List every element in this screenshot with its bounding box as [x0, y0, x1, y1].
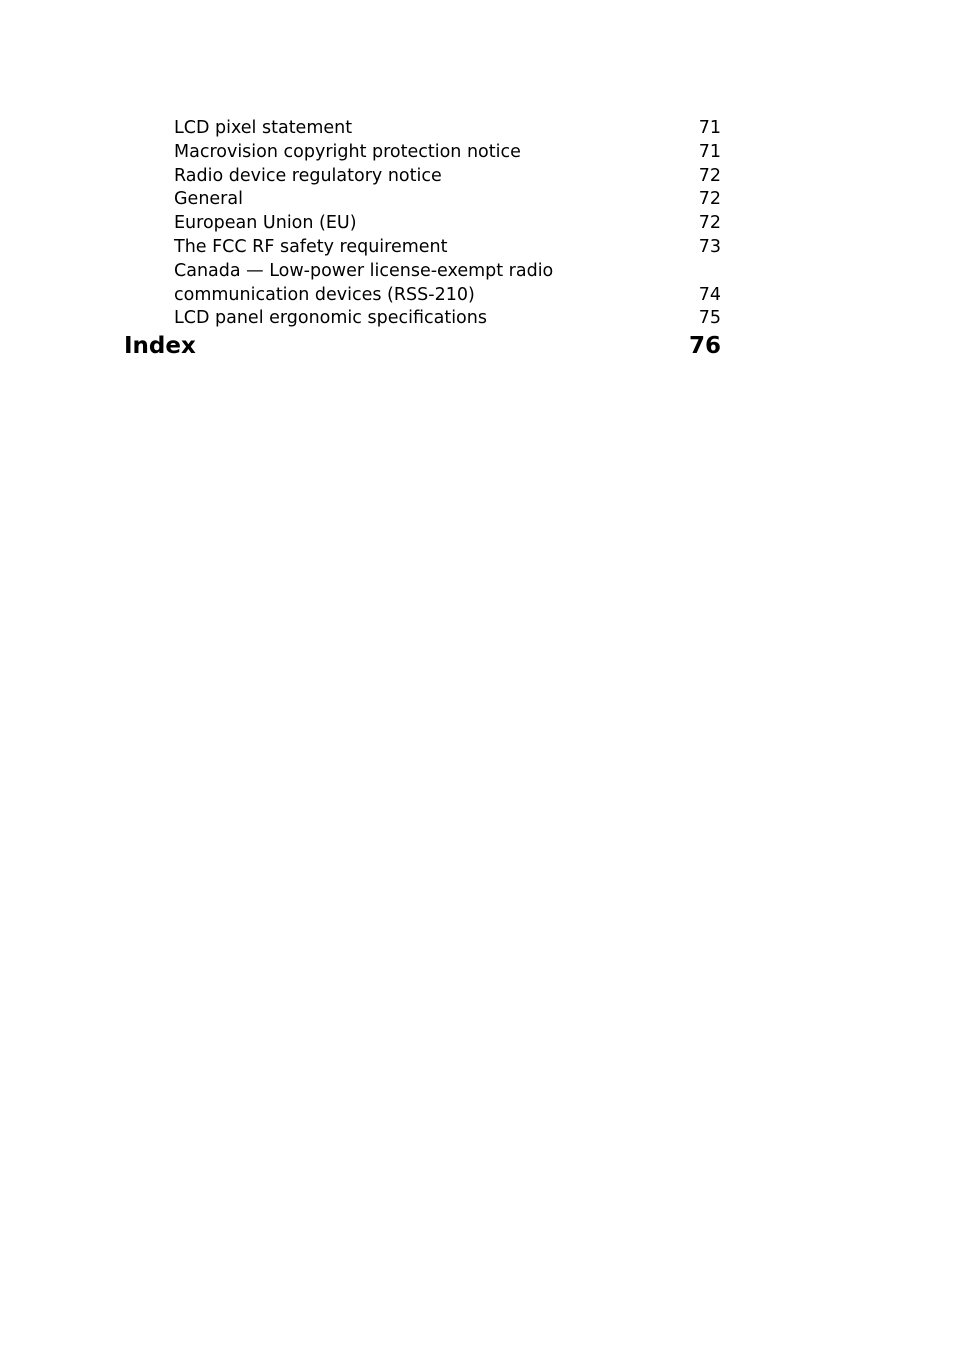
- toc-entry-title: European Union (EU): [174, 213, 357, 234]
- toc-entry-page: 71: [698, 141, 721, 162]
- toc-entry-macrovision[interactable]: [0, 141, 954, 165]
- toc-entry-page: 71: [698, 118, 721, 138]
- toc-entry-lcd-pixel-statement[interactable]: [0, 117, 954, 141]
- toc-entry-page: 72: [698, 165, 721, 186]
- toc-chapter-title: Index: [124, 333, 196, 360]
- toc-entry-radio-device[interactable]: [0, 165, 954, 189]
- toc-entry-fcc-rf-safety[interactable]: [0, 236, 954, 260]
- toc-entry-european-union[interactable]: [0, 212, 954, 236]
- toc-entry-canada-rss-210[interactable]: [0, 260, 954, 308]
- toc-entry-page: 72: [698, 213, 721, 234]
- toc-entry-title: LCD pixel statement: [174, 118, 353, 138]
- toc-entry-lcd-panel-ergonomic[interactable]: [0, 307, 954, 331]
- toc-entry-title: Macrovision copyright protection notice: [174, 141, 521, 162]
- toc-entry-title: Canada — Low-power license-exempt radio communication devices (RSS-210): [174, 260, 554, 305]
- toc-entry-page: 74: [698, 284, 721, 305]
- toc-entry-page: 72: [698, 189, 721, 210]
- toc-entry-page: 75: [698, 308, 721, 329]
- toc-entry-title: Radio device regulatory notice: [174, 165, 442, 186]
- toc-chapter-page: 76: [688, 333, 721, 360]
- toc-entry-page: 73: [698, 236, 721, 257]
- toc-entry-title: General: [174, 189, 243, 210]
- toc-entry-title: The FCC RF safety requirement: [174, 236, 448, 257]
- toc-entry-general[interactable]: [0, 188, 954, 212]
- toc-chapter-index[interactable]: [0, 331, 954, 361]
- table-of-contents: [0, 117, 954, 361]
- toc-entry-title: LCD panel ergonomic specifications: [174, 308, 487, 329]
